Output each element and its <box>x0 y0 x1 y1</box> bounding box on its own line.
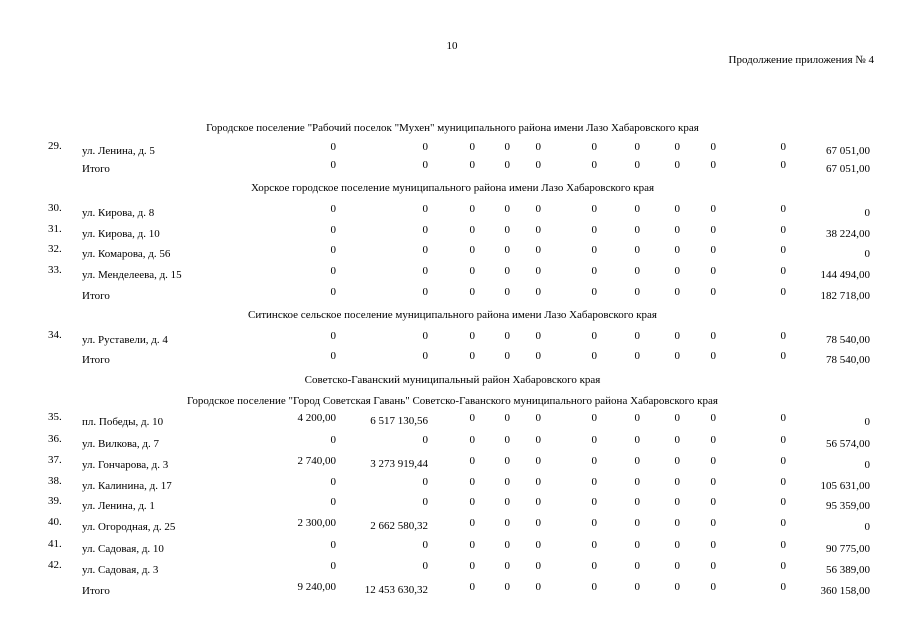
cell-value: 0 <box>330 350 336 362</box>
cell-value: 0 <box>535 141 541 153</box>
cell-value: 0 <box>674 412 680 424</box>
section-heading: Городское поселение "Рабочий поселок "Мухен" муниципального района имени Лазо Хабаровского края <box>206 122 699 134</box>
row-number: 37. <box>48 454 62 466</box>
cell-value: 0 <box>504 265 510 277</box>
cell-value: 0 <box>504 517 510 529</box>
row-number: 35. <box>48 411 62 423</box>
cell-value: 0 <box>469 517 475 529</box>
cell-value: 0 <box>634 434 640 446</box>
row-number: 31. <box>48 223 62 235</box>
cell-value: 0 <box>634 517 640 529</box>
cell-value: 0 <box>330 159 336 171</box>
cell-value: 0 <box>634 141 640 153</box>
cell-value: 0 <box>634 496 640 508</box>
cell-value: 0 <box>634 560 640 572</box>
cell-value: 0 <box>535 539 541 551</box>
cell-value: 0 <box>780 244 786 256</box>
cell-value: 0 <box>674 330 680 342</box>
cell-value: 0 <box>535 560 541 572</box>
cell-value: 67 051,00 <box>826 163 870 175</box>
cell-value: 0 <box>634 286 640 298</box>
cell-value: 0 <box>422 159 428 171</box>
cell-value: 0 <box>330 265 336 277</box>
cell-value: 0 <box>535 224 541 236</box>
cell-value: 0 <box>674 434 680 446</box>
cell-value: 0 <box>780 581 786 593</box>
address-label: ул. Ленина, д. 1 <box>82 500 155 512</box>
cell-value: 0 <box>634 350 640 362</box>
cell-value: 0 <box>710 539 716 551</box>
cell-value: 0 <box>535 350 541 362</box>
cell-value: 0 <box>674 141 680 153</box>
cell-value: 0 <box>330 476 336 488</box>
page-number: 10 <box>446 40 458 52</box>
cell-value: 0 <box>330 496 336 508</box>
cell-value: 0 <box>591 455 597 467</box>
cell-value: 0 <box>591 224 597 236</box>
cell-value: 0 <box>591 159 597 171</box>
total-label: Итого <box>82 354 110 366</box>
cell-value: 0 <box>591 560 597 572</box>
cell-value: 38 224,00 <box>826 228 870 240</box>
section-heading: Ситинское сельское поселение муниципального района имени Лазо Хабаровского края <box>248 309 657 321</box>
row-number: 42. <box>48 559 62 571</box>
cell-value: 0 <box>469 330 475 342</box>
cell-value: 0 <box>674 286 680 298</box>
address-label: ул. Вилкова, д. 7 <box>82 438 160 450</box>
row-number: 29. <box>48 140 62 152</box>
cell-value: 4 200,00 <box>297 412 336 424</box>
cell-value: 0 <box>504 476 510 488</box>
cell-value: 0 <box>634 224 640 236</box>
address-label: ул. Комарова, д. 56 <box>82 248 171 260</box>
address-label: ул. Садовая, д. 10 <box>82 543 164 555</box>
cell-value: 0 <box>469 286 475 298</box>
cell-value: 9 240,00 <box>297 581 336 593</box>
cell-value: 0 <box>674 203 680 215</box>
cell-value: 0 <box>634 581 640 593</box>
cell-value: 0 <box>535 330 541 342</box>
cell-value: 0 <box>422 330 428 342</box>
address-label: ул. Ленина, д. 5 <box>82 145 155 157</box>
cell-value: 0 <box>591 286 597 298</box>
cell-value: 0 <box>535 412 541 424</box>
cell-value: 0 <box>634 412 640 424</box>
cell-value: 0 <box>330 286 336 298</box>
cell-value: 0 <box>864 248 870 260</box>
row-number: 41. <box>48 538 62 550</box>
cell-value: 0 <box>710 496 716 508</box>
cell-value: 0 <box>330 203 336 215</box>
cell-value: 0 <box>674 455 680 467</box>
cell-value: 0 <box>469 496 475 508</box>
cell-value: 0 <box>780 517 786 529</box>
cell-value: 0 <box>674 265 680 277</box>
cell-value: 0 <box>780 203 786 215</box>
cell-value: 0 <box>422 265 428 277</box>
cell-value: 0 <box>674 539 680 551</box>
cell-value: 0 <box>504 434 510 446</box>
cell-value: 0 <box>330 141 336 153</box>
section-heading: Городское поселение "Город Советская Гавань" Советско-Гаванского муниципального района Хабаровского края <box>187 395 718 407</box>
cell-value: 0 <box>504 539 510 551</box>
cell-value: 0 <box>674 350 680 362</box>
cell-value: 78 540,00 <box>826 334 870 346</box>
section-heading: Хорское городское поселение муниципального района имени Лазо Хабаровского края <box>250 182 655 194</box>
cell-value: 0 <box>864 207 870 219</box>
cell-value: 0 <box>535 455 541 467</box>
cell-value: 0 <box>710 244 716 256</box>
cell-value: 0 <box>535 244 541 256</box>
cell-value: 0 <box>710 350 716 362</box>
cell-value: 0 <box>469 203 475 215</box>
cell-value: 0 <box>780 159 786 171</box>
cell-value: 0 <box>710 141 716 153</box>
cell-value: 0 <box>591 350 597 362</box>
cell-value: 0 <box>780 476 786 488</box>
cell-value: 0 <box>422 560 428 572</box>
cell-value: 95 359,00 <box>826 500 870 512</box>
cell-value: 0 <box>710 159 716 171</box>
row-number: 39. <box>48 495 62 507</box>
cell-value: 0 <box>710 517 716 529</box>
cell-value: 0 <box>504 330 510 342</box>
cell-value: 0 <box>469 455 475 467</box>
continuation-label: Продолжение приложения № 4 <box>728 54 874 66</box>
cell-value: 0 <box>674 224 680 236</box>
cell-value: 0 <box>504 244 510 256</box>
cell-value: 0 <box>422 539 428 551</box>
cell-value: 0 <box>422 286 428 298</box>
cell-value: 0 <box>780 560 786 572</box>
cell-value: 0 <box>591 476 597 488</box>
cell-value: 78 540,00 <box>826 354 870 366</box>
cell-value: 0 <box>780 496 786 508</box>
cell-value: 0 <box>710 224 716 236</box>
total-label: Итого <box>82 163 110 175</box>
cell-value: 0 <box>634 203 640 215</box>
cell-value: 0 <box>780 286 786 298</box>
row-number: 30. <box>48 202 62 214</box>
cell-value: 0 <box>591 412 597 424</box>
cell-value: 0 <box>469 476 475 488</box>
cell-value: 0 <box>780 350 786 362</box>
cell-value: 0 <box>535 265 541 277</box>
cell-value: 0 <box>422 203 428 215</box>
cell-value: 0 <box>330 539 336 551</box>
cell-value: 0 <box>780 455 786 467</box>
cell-value: 0 <box>591 539 597 551</box>
cell-value: 0 <box>469 539 475 551</box>
address-label: ул. Огородная, д. 25 <box>82 521 176 533</box>
cell-value: 0 <box>710 203 716 215</box>
cell-value: 0 <box>504 581 510 593</box>
cell-value: 0 <box>710 560 716 572</box>
cell-value: 0 <box>710 476 716 488</box>
cell-value: 0 <box>780 141 786 153</box>
cell-value: 0 <box>504 560 510 572</box>
cell-value: 0 <box>634 330 640 342</box>
cell-value: 0 <box>710 286 716 298</box>
section-heading: Советско-Гаванский муниципальный район Хабаровского края <box>304 374 601 386</box>
cell-value: 0 <box>504 286 510 298</box>
cell-value: 0 <box>634 539 640 551</box>
address-label: ул. Садовая, д. 3 <box>82 564 159 576</box>
cell-value: 0 <box>674 476 680 488</box>
cell-value: 0 <box>780 412 786 424</box>
cell-value: 0 <box>422 141 428 153</box>
cell-value: 0 <box>591 265 597 277</box>
cell-value: 0 <box>710 412 716 424</box>
cell-value: 0 <box>864 416 870 428</box>
cell-value: 0 <box>591 203 597 215</box>
cell-value: 56 574,00 <box>826 438 870 450</box>
cell-value: 0 <box>780 539 786 551</box>
cell-value: 0 <box>469 159 475 171</box>
cell-value: 0 <box>504 141 510 153</box>
cell-value: 0 <box>674 517 680 529</box>
cell-value: 0 <box>780 224 786 236</box>
cell-value: 0 <box>330 330 336 342</box>
cell-value: 0 <box>469 265 475 277</box>
cell-value: 0 <box>469 244 475 256</box>
cell-value: 0 <box>469 560 475 572</box>
cell-value: 0 <box>634 244 640 256</box>
row-number: 32. <box>48 243 62 255</box>
cell-value: 0 <box>469 412 475 424</box>
cell-value: 0 <box>535 286 541 298</box>
row-number: 33. <box>48 264 62 276</box>
address-label: пл. Победы, д. 10 <box>82 416 164 428</box>
cell-value: 0 <box>422 476 428 488</box>
cell-value: 0 <box>710 265 716 277</box>
cell-value: 144 494,00 <box>820 269 870 281</box>
cell-value: 0 <box>674 159 680 171</box>
row-number: 36. <box>48 433 62 445</box>
total-label: Итого <box>82 585 110 597</box>
cell-value: 0 <box>780 265 786 277</box>
cell-value: 67 051,00 <box>826 145 870 157</box>
cell-value: 0 <box>504 159 510 171</box>
address-label: ул. Кирова, д. 10 <box>82 228 160 240</box>
cell-value: 0 <box>504 350 510 362</box>
cell-value: 0 <box>674 581 680 593</box>
cell-value: 0 <box>535 434 541 446</box>
address-label: ул. Гончарова, д. 3 <box>82 459 169 471</box>
cell-value: 56 389,00 <box>826 564 870 576</box>
cell-value: 0 <box>504 412 510 424</box>
cell-value: 0 <box>422 350 428 362</box>
row-number: 38. <box>48 475 62 487</box>
cell-value: 3 273 919,44 <box>370 458 428 470</box>
cell-value: 0 <box>591 581 597 593</box>
cell-value: 0 <box>780 330 786 342</box>
cell-value: 0 <box>330 434 336 446</box>
cell-value: 0 <box>591 496 597 508</box>
cell-value: 0 <box>634 455 640 467</box>
cell-value: 0 <box>504 455 510 467</box>
cell-value: 0 <box>330 224 336 236</box>
total-label: Итого <box>82 290 110 302</box>
cell-value: 0 <box>469 350 475 362</box>
address-label: ул. Менделеева, д. 15 <box>82 269 182 281</box>
cell-value: 0 <box>591 517 597 529</box>
cell-value: 0 <box>780 434 786 446</box>
cell-value: 0 <box>469 434 475 446</box>
cell-value: 360 158,00 <box>820 585 870 597</box>
cell-value: 0 <box>535 203 541 215</box>
cell-value: 6 517 130,56 <box>370 415 428 427</box>
cell-value: 0 <box>535 496 541 508</box>
cell-value: 0 <box>634 476 640 488</box>
cell-value: 0 <box>535 476 541 488</box>
cell-value: 0 <box>422 224 428 236</box>
cell-value: 0 <box>504 224 510 236</box>
address-label: ул. Руставели, д. 4 <box>82 334 168 346</box>
cell-value: 0 <box>504 203 510 215</box>
cell-value: 0 <box>422 244 428 256</box>
cell-value: 0 <box>422 496 428 508</box>
cell-value: 0 <box>674 560 680 572</box>
cell-value: 0 <box>710 581 716 593</box>
cell-value: 0 <box>634 159 640 171</box>
cell-value: 0 <box>330 244 336 256</box>
cell-value: 0 <box>469 141 475 153</box>
cell-value: 0 <box>591 434 597 446</box>
cell-value: 0 <box>674 244 680 256</box>
cell-value: 0 <box>710 434 716 446</box>
cell-value: 0 <box>469 224 475 236</box>
cell-value: 90 775,00 <box>826 543 870 555</box>
cell-value: 0 <box>591 141 597 153</box>
cell-value: 0 <box>469 581 475 593</box>
cell-value: 0 <box>710 455 716 467</box>
cell-value: 0 <box>591 244 597 256</box>
cell-value: 0 <box>535 159 541 171</box>
cell-value: 12 453 630,32 <box>364 584 428 596</box>
cell-value: 2 740,00 <box>297 455 336 467</box>
cell-value: 0 <box>710 330 716 342</box>
cell-value: 0 <box>634 265 640 277</box>
cell-value: 0 <box>535 517 541 529</box>
cell-value: 0 <box>674 496 680 508</box>
row-number: 34. <box>48 329 62 341</box>
cell-value: 182 718,00 <box>820 290 870 302</box>
cell-value: 0 <box>591 330 597 342</box>
cell-value: 0 <box>864 521 870 533</box>
address-label: ул. Калинина, д. 17 <box>82 480 172 492</box>
row-number: 40. <box>48 516 62 528</box>
cell-value: 2 300,00 <box>297 517 336 529</box>
cell-value: 0 <box>535 581 541 593</box>
cell-value: 105 631,00 <box>820 480 870 492</box>
cell-value: 0 <box>864 459 870 471</box>
cell-value: 0 <box>422 434 428 446</box>
cell-value: 0 <box>504 496 510 508</box>
cell-value: 2 662 580,32 <box>370 520 428 532</box>
cell-value: 0 <box>330 560 336 572</box>
address-label: ул. Кирова, д. 8 <box>82 207 155 219</box>
